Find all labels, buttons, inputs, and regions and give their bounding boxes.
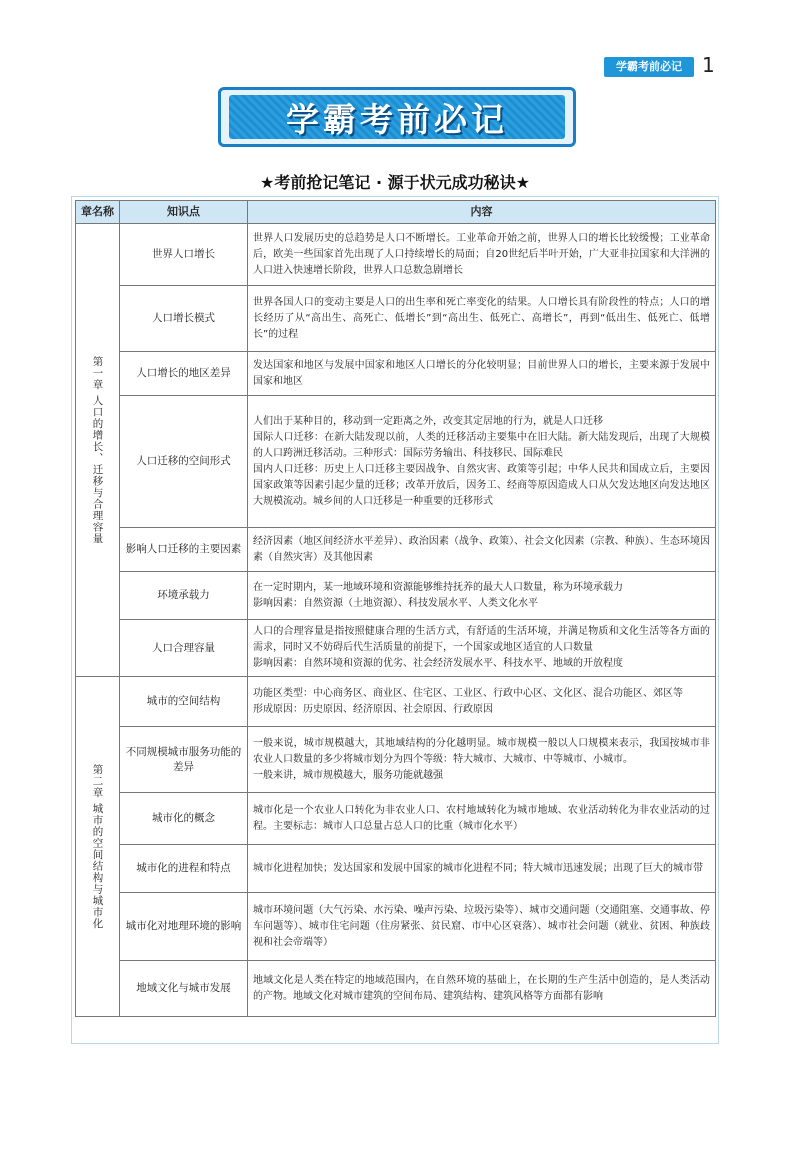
content-line: 城市环境问题（大气污染、水污染、噪声污染、垃圾污染等）、城市交通问题（交通阻塞、交通事故、停车问题等）、城市住宅问题（住房紧张、贫民窟、市中心区衰落）、城市社会问题（就业、贫困、种族歧视和社会帝端等） — [253, 904, 710, 948]
table-row — [76, 572, 716, 620]
topic-cell: 人口合理容量 — [120, 620, 248, 677]
content-line: 在一定时期内，某一地域环境和资源能够维持抚养的最大人口数量，称为环境承载力 — [253, 581, 623, 593]
topic-cell: 城市的空间结构 — [120, 677, 248, 727]
topic-cell: 人口增长的地区差异 — [120, 352, 248, 396]
topic-cell: 城市化的概念 — [120, 793, 248, 845]
table-row — [76, 793, 716, 845]
table-header-row — [76, 201, 716, 224]
table-row — [76, 224, 716, 286]
content-cell — [248, 727, 716, 793]
content-cell — [248, 893, 716, 961]
content-line: 国际人口迁移：在新大陆发现以前，人类的迁移活动主要集中在旧大陆。新大陆发现后，出现了大规模的人口跨洲迁移活动。三种形式：国际劳务输出、科技移民、国际难民 — [253, 431, 710, 459]
table-row — [76, 528, 716, 572]
col-header-content: 内容 — [248, 201, 716, 224]
subtitle: ★考前抢记笔记 · 源于状元成功秘诀★ — [260, 173, 530, 192]
topic-cell: 影响人口迁移的主要因素 — [120, 528, 248, 572]
content-line: 世界各国人口的变动主要是人口的出生率和死亡率变化的结果。人口增长具有阶段性的特点；人口的增长经历了从“高出生、高死亡、低增长”到“高出生、低死亡、高增长”，再到“低出生、低死亡、低增长”的过程 — [253, 296, 710, 340]
topic-cell: 环境承载力 — [120, 572, 248, 620]
topic-cell: 不同规模城市服务功能的差异 — [120, 727, 248, 793]
content-line: 影响因素：自然环境和资源的优劣、社会经济发展水平、科技水平、地域的开放程度 — [253, 658, 623, 669]
table-row — [76, 677, 716, 727]
header-badge: 学霸考前必记 — [604, 57, 694, 77]
content-cell — [248, 396, 716, 528]
topic-cell: 人口迁移的空间形式 — [120, 396, 248, 528]
content-line: 形成原因：历史原因、经济原因、社会原因、行政原因 — [253, 703, 493, 715]
table-row — [76, 286, 716, 352]
content-cell — [248, 224, 716, 286]
topic-cell: 世界人口增长 — [120, 224, 248, 286]
table-row — [76, 893, 716, 961]
topic-cell: 城市化的进程和特点 — [120, 845, 248, 893]
content-line: 一般来讲，城市规模越大，服务功能就越强 — [253, 769, 443, 781]
content-line: 世界人口发展历史的总趋势是人口不断增长。工业革命开始之前，世界人口的增长比较缓慢；工业革命后，欧美一些国家首先出现了人口持续增长的局面；自20世纪后半叶开始，广大亚非拉国家和大洋洲的人口进入快速增长阶段，世界人口总数急剧增长 — [253, 232, 710, 276]
content-cell — [248, 793, 716, 845]
content-cell — [248, 572, 716, 620]
content-line: 地域文化是人类在特定的地域范围内，在自然环境的基础上，在长期的生产生活中创造的，是人类活动的产物。地域文化对城市建筑的空间布局、建筑结构、建筑风格等方面都有影响 — [253, 974, 710, 1002]
content-line: 经济因素（地区间经济水平差异）、政治因素（战争、政策）、社会文化因素（宗教、种族）、生态环境因素（自然灾害）及其他因素 — [253, 535, 710, 563]
chapter-cell — [76, 224, 120, 677]
content-line: 城市化是一个农业人口转化为非农业人口、农村地域转化为城市地域、农业活动转化为非农业活动的过程。主要标志：城市人口总量占总人口的比重（城市化水平） — [253, 804, 710, 832]
content-line: 影响因素：自然资源（土地资源）、科技发展水平、人类文化水平 — [253, 597, 538, 609]
topic-cell: 城市化对地理环境的影响 — [120, 893, 248, 961]
title-banner — [218, 87, 576, 147]
content-cell — [248, 677, 716, 727]
banner-title: 学霸考前必记 — [229, 95, 565, 139]
content-line: 发达国家和地区与发展中国家和地区人口增长的分化较明显；目前世界人口的增长，主要来源于发展中国家和地区 — [253, 359, 710, 387]
table-row — [76, 727, 716, 793]
topic-cell: 人口增长模式 — [120, 286, 248, 352]
col-header-topic: 知识点 — [120, 201, 248, 224]
col-header-chapter: 章名称 — [76, 201, 120, 224]
content-cell — [248, 620, 716, 677]
notes-table — [75, 200, 716, 1017]
chapter-name: 第一章 人口的增长、迁移与合理容量 — [91, 355, 104, 545]
table-row — [76, 845, 716, 893]
page-number: 1 — [702, 53, 715, 77]
content-cell — [248, 528, 716, 572]
content-cell — [248, 352, 716, 396]
content-line: 城市化进程加快；发达国家和发展中国家的城市化进程不同；特大城市迅速发展；出现了巨大的城市带 — [253, 862, 703, 874]
table-row — [76, 620, 716, 677]
content-cell — [248, 286, 716, 352]
table-row — [76, 352, 716, 396]
content-cell — [248, 845, 716, 893]
table-row — [76, 961, 716, 1017]
content-line: 人口的合理容量是指按照健康合理的生活方式，有舒适的生活环境，并满足物质和文化生活等各方面的需求，同时又不妨碍后代生活质量的前提下，一个国家或地区适宜的人口数量 — [253, 626, 710, 653]
content-line: 国内人口迁移：历史上人口迁移主要因战争、自然灾害、政策等引起；中华人民共和国成立后，主要因国家政策等因素引起少量的迁移；改革开放后，因务工、经商等原因造成人口从欠发达地区向发达地区大规模流动。城乡间的人口迁移是一种重要的迁移形式 — [253, 463, 710, 507]
table-row — [76, 396, 716, 528]
content-cell — [248, 961, 716, 1017]
topic-cell: 地域文化与城市发展 — [120, 961, 248, 1017]
content-line: 一般来说，城市规模越大，其地域结构的分化越明显。城市规模一般以人口规模来表示，我国按城市非农业人口数量的多少将城市划分为四个等级：特大城市、大城市、中等城市、小城市。 — [253, 737, 710, 765]
chapter-cell — [76, 677, 120, 1017]
chapter-name: 第二章 城市的空间结构与城市化 — [91, 763, 104, 930]
content-line: 功能区类型：中心商务区、商业区、住宅区、工业区、行政中心区、文化区、混合功能区、郊区等 — [253, 687, 683, 699]
content-line: 人们出于某种目的，移动到一定距离之外，改变其定居地的行为，就是人口迁移 — [253, 415, 603, 427]
